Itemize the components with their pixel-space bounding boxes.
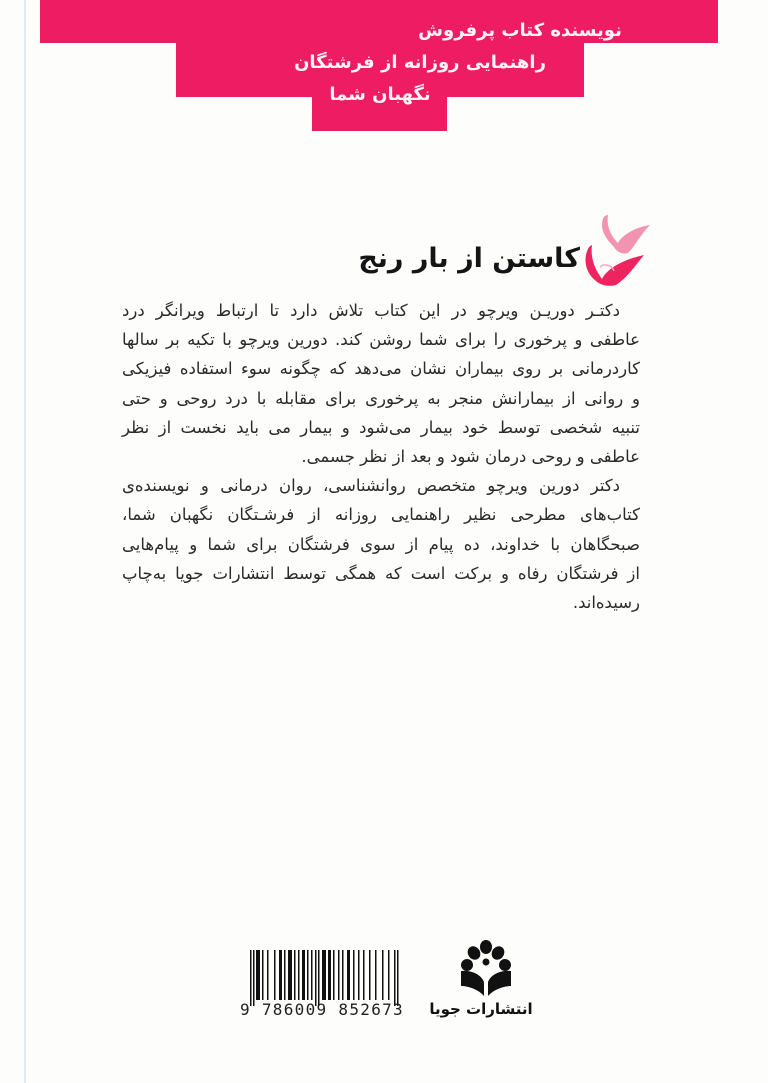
publisher-name: انتشارات جویا bbox=[429, 1000, 533, 1018]
paragraph-2-line: رسیده‌اند. bbox=[572, 593, 640, 613]
paragraph-1-line: کاردرمانی بر روی بیماران نشان می‌دهد که چگونه سوء استفاده فیزیکی bbox=[122, 359, 640, 379]
isbn-number: 9 786009 852673 bbox=[240, 1000, 404, 1019]
banner-line-3: نگهبان شما bbox=[329, 84, 431, 105]
paragraph-1-line: تنبیه شخصی توسط خود بیمار می‌شود و بیمار می باید نخست از نظر bbox=[122, 417, 640, 437]
banner-line-2: راهنمایی روزانه از فرشتگان bbox=[294, 52, 546, 73]
isbn-barcode bbox=[242, 950, 407, 1006]
banner-line-1: نویسنده کتاب پرفروش bbox=[418, 20, 622, 41]
paragraph-1-line: عاطفی و پرخوری را برای شما روشن کند. دورین ویرچو با تکیه بر سالها bbox=[122, 330, 640, 350]
paragraph-1-line: عاطفی و روحی درمان شود و بعد از نظر جسمی. bbox=[301, 447, 640, 467]
paragraph-2-line: کتاب‌های مطرحی نظیر راهنمایی روزانه از فرشـتگان نگهبان شما، bbox=[122, 505, 640, 525]
paragraph-1-line: و روانی از بیمارانش منجر به پرخوری برای مقابله با درد روحی و حتی bbox=[122, 388, 640, 408]
paragraph-2-line: دکتر دورین ویرچو متخصص روانشناسی، روان درمانی و نویسنده‌ی bbox=[122, 476, 620, 496]
paragraph-1-line: دکتـر دوریـن ویرچو در این کتاب تلاش دارد تا ارتباط ویرانگر درد bbox=[122, 301, 620, 320]
spine-fold-line bbox=[24, 0, 26, 1083]
blurb-text bbox=[122, 296, 640, 617]
section-title: کاستن از بار رنج bbox=[358, 243, 580, 274]
paragraph-2-line: صبحگاهان با خداوند، ده پیام از سوی فرشتگان برای شما و پیام‌هایی bbox=[122, 534, 640, 554]
butterflies-icon bbox=[578, 205, 668, 290]
book-flower-logo-icon bbox=[459, 940, 513, 996]
paragraph-2-line: از فرشتگان رفاه و برکت است که همگی توسط انتشارات جویا به‌چاپ bbox=[122, 563, 640, 583]
